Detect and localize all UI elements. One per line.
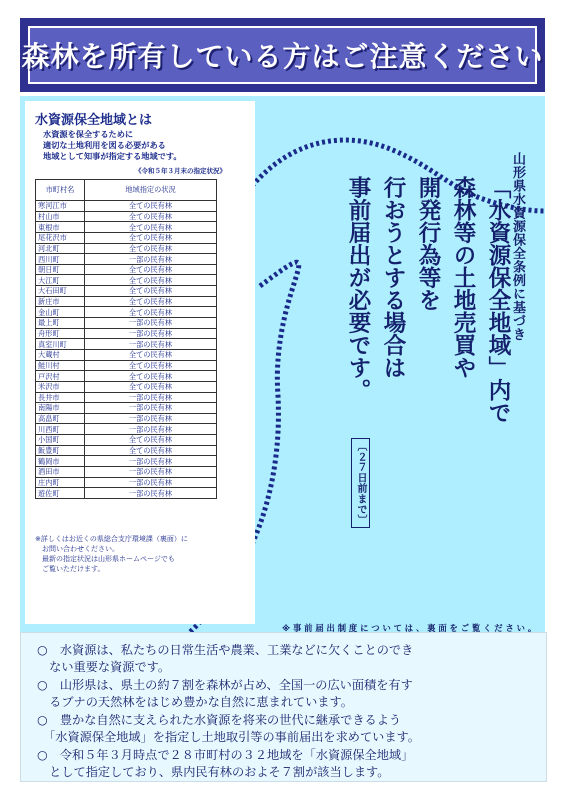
zone-desc-line: 地域として知事が指定する地域です。 (43, 151, 182, 161)
table-row (36, 477, 217, 488)
notice-line: 「水資源保全地域」内で (485, 176, 511, 424)
banner-title: 森林を所有している方はご注意ください (21, 40, 544, 73)
ordinance-subtitle: 山形県水資源保全条例に基づき (510, 152, 525, 341)
notice-line: 開発行為等を (415, 176, 441, 311)
table-row (36, 307, 217, 318)
table-row (36, 435, 217, 446)
status-cell: 一部の民有林 (85, 339, 217, 350)
municipality-cell: 川西町 (36, 424, 85, 435)
table-body (36, 201, 217, 499)
zone-section-title: 水資源保全地域とは (35, 113, 153, 128)
status-cell: 一部の民有林 (85, 328, 217, 339)
municipality-cell: 大江町 (36, 275, 85, 286)
header-municipality: 市町村名 (36, 180, 85, 201)
status-cell: 全ての民有林 (85, 445, 217, 456)
title-banner-inner (21, 26, 544, 84)
designation-table (35, 179, 217, 499)
table-row (36, 201, 217, 212)
table-row (36, 275, 217, 286)
table-row (36, 413, 217, 424)
status-cell: 全ての民有林 (85, 360, 217, 371)
municipality-cell: 新庄市 (36, 296, 85, 307)
table-header-row (36, 180, 217, 201)
municipality-cell: 遊佐町 (36, 488, 85, 499)
as-of-date: 《令和５年３月末の指定状況》 (135, 167, 226, 175)
status-cell: 一部の民有林 (85, 467, 217, 478)
status-cell: 全ての民有林 (85, 275, 217, 286)
status-cell: 一部の民有林 (85, 403, 217, 414)
status-cell: 全ての民有林 (85, 349, 217, 360)
panel-notes (35, 534, 188, 574)
info-line: ○ 令和５年３月時点で２８市町村の３２地域を「水資源保全地域」 (37, 748, 414, 762)
table-row (36, 328, 217, 339)
note-line: お問い合わせください。 (35, 545, 119, 553)
table-row (36, 222, 217, 233)
info-line: 「水資源保全地域」を指定し土地取引等の事前届出を求めています。 (37, 730, 420, 744)
municipality-cell: 鮭川村 (36, 360, 85, 371)
municipality-cell: 飯豊町 (36, 445, 85, 456)
zone-info-panel (25, 101, 255, 624)
notice-line: 行おうとする場合は (380, 176, 406, 379)
table-row (36, 371, 217, 382)
info-line: ○ 山形県は、県土の約７割を森林が占め、全国一の広い面積を有す (37, 678, 413, 692)
status-cell: 全ての民有林 (85, 243, 217, 254)
info-line: ○ 水資源は、私たちの日常生活や農業、工業などに欠くことのでき (37, 643, 414, 657)
municipality-cell: 金山町 (36, 307, 85, 318)
status-cell: 一部の民有林 (85, 254, 217, 265)
zone-description (43, 129, 182, 162)
background-info-box (20, 632, 547, 782)
status-cell: 全ての民有林 (85, 296, 217, 307)
municipality-cell: 高畠町 (36, 413, 85, 424)
municipality-cell: 舟形町 (36, 328, 85, 339)
notice-line: 森林等の土地売買や (450, 176, 476, 379)
status-cell: 一部の民有林 (85, 392, 217, 403)
table-row (36, 339, 217, 350)
table-row (36, 392, 217, 403)
municipality-cell: 朝日町 (36, 264, 85, 275)
municipality-cell: 西川町 (36, 254, 85, 265)
note-line: ※詳しくはお近くの県総合支庁環境課（裏面）に (35, 535, 188, 543)
status-cell: 全ての民有林 (85, 435, 217, 446)
status-cell: 全ての民有林 (85, 232, 217, 243)
header-status: 地域指定の状況 (85, 180, 217, 201)
table-row (36, 424, 217, 435)
table-row (36, 254, 217, 265)
table-row (36, 445, 217, 456)
municipality-cell: 真室川町 (36, 339, 85, 350)
municipality-cell: 河北町 (36, 243, 85, 254)
table-row (36, 381, 217, 392)
info-line: として指定しており、県内民有林のおよそ７割が該当します。 (37, 765, 390, 779)
status-cell: 一部の民有林 (85, 456, 217, 467)
municipality-cell: 寒河江市 (36, 201, 85, 212)
status-cell: 一部の民有林 (85, 477, 217, 488)
municipality-cell: 戸沢村 (36, 371, 85, 382)
table-row (36, 232, 217, 243)
municipality-cell: 酒田市 (36, 467, 85, 478)
title-banner (20, 18, 545, 92)
status-cell: 全ての民有林 (85, 264, 217, 275)
status-cell: 一部の民有林 (85, 318, 217, 329)
municipality-cell: 大蔵村 (36, 349, 85, 360)
info-line: るブナの天然林をはじめ豊かな自然に恵まれています。 (37, 695, 353, 709)
municipality-cell: 最上町 (36, 318, 85, 329)
status-cell: 一部の民有林 (85, 488, 217, 499)
status-cell: 全ての民有林 (85, 211, 217, 222)
table-row (36, 211, 217, 222)
back-page-footnote: ※ 事 前 届 出 制 度 に つ い て は 、 裏 面 を ご 覧 く だ さ い 。 (282, 623, 537, 632)
main-area (20, 96, 545, 632)
zone-desc-line: 適切な土地利用を図る必要がある (43, 140, 166, 150)
municipality-cell: 庄内町 (36, 477, 85, 488)
municipality-cell: 米沢市 (36, 381, 85, 392)
municipality-cell: 長井市 (36, 392, 85, 403)
municipality-cell: 鶴岡市 (36, 456, 85, 467)
municipality-cell: 村山市 (36, 211, 85, 222)
municipality-cell: 小国町 (36, 435, 85, 446)
zone-desc-line: 水資源を保全するために (43, 129, 134, 139)
table-row (36, 456, 217, 467)
table-row (36, 286, 217, 297)
table-row (36, 403, 217, 414)
status-cell: 一部の民有林 (85, 424, 217, 435)
deadline-badge: 〔２７日前まで〕 (351, 438, 370, 528)
note-line: ご覧いただけます。 (35, 565, 105, 573)
municipality-cell: 大石田町 (36, 286, 85, 297)
notice-line: 事前届出が必要です。 (345, 176, 371, 401)
status-cell: 全ての民有林 (85, 307, 217, 318)
info-line: ない重要な資源です。 (37, 660, 171, 674)
table-row (36, 296, 217, 307)
table-row (36, 318, 217, 329)
table-row (36, 349, 217, 360)
table-row (36, 264, 217, 275)
status-cell: 一部の民有林 (85, 413, 217, 424)
table-row (36, 467, 217, 478)
note-line: 最新の指定状況は山形県ホームページでも (35, 555, 175, 563)
info-line: ○ 豊かな自然に支えられた水資源を将来の世代に継承できるよう (37, 713, 402, 727)
municipality-cell: 南陽市 (36, 403, 85, 414)
status-cell: 全ての民有林 (85, 381, 217, 392)
status-cell: 全ての民有林 (85, 371, 217, 382)
status-cell: 全ての民有林 (85, 222, 217, 233)
table-row (36, 360, 217, 371)
status-cell: 全ての民有林 (85, 201, 217, 212)
municipality-cell: 尾花沢市 (36, 232, 85, 243)
status-cell: 全ての民有林 (85, 286, 217, 297)
table-row (36, 243, 217, 254)
municipality-cell: 東根市 (36, 222, 85, 233)
table-row (36, 488, 217, 499)
